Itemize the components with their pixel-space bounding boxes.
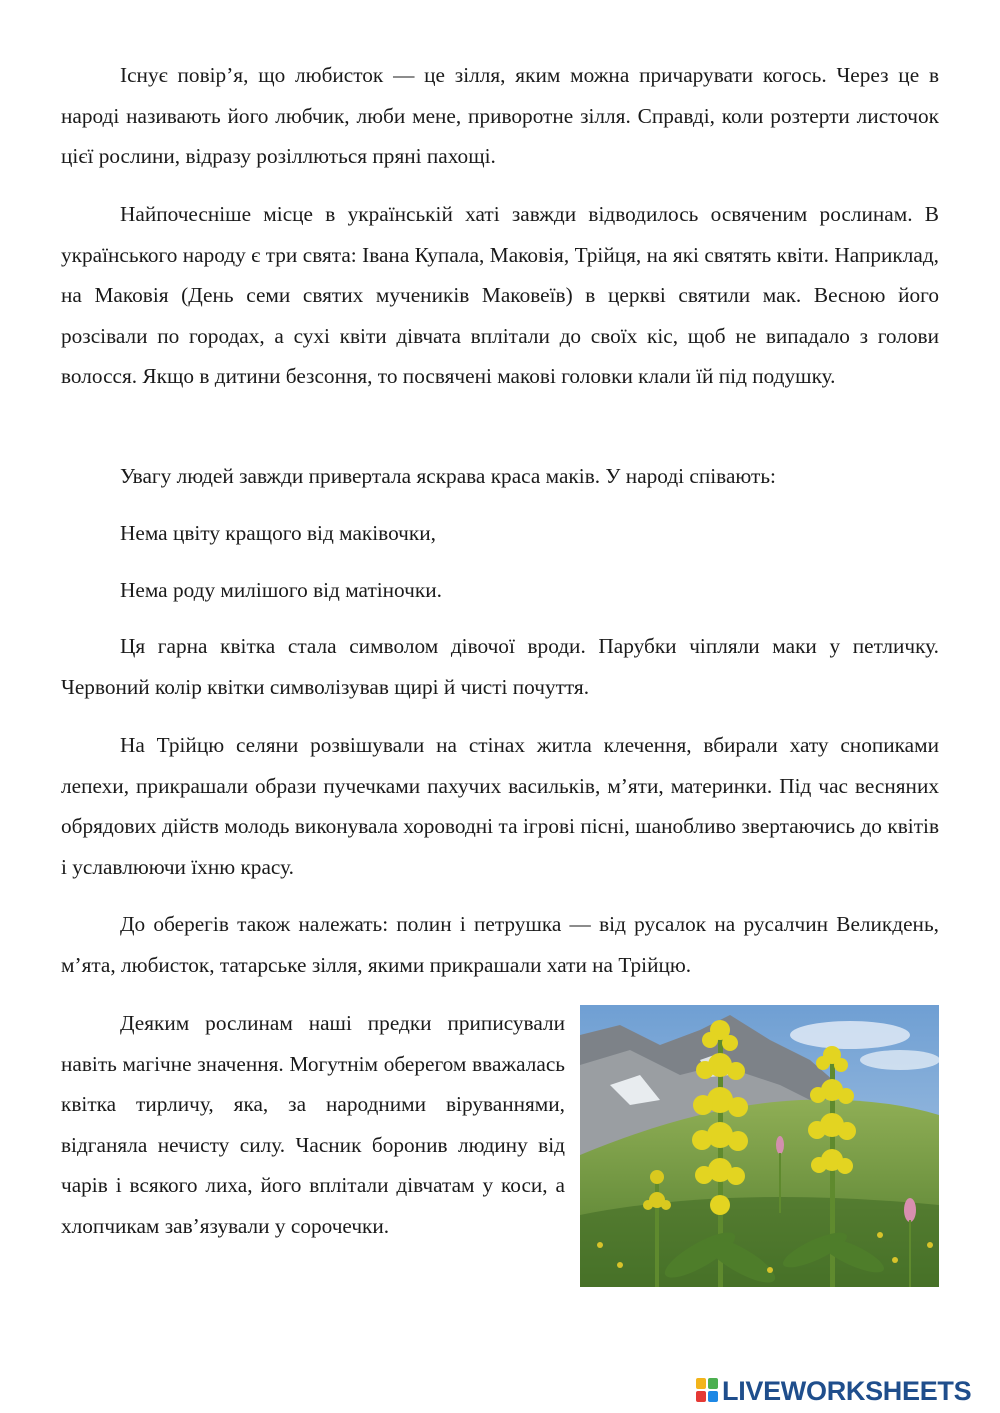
- paragraph-poppy-symbol: [61, 626, 939, 707]
- song-line-2: [61, 570, 939, 611]
- paragraph-text: На Трійцю селяни розвішували на стінах житла клечення, вбирали хату снопиками лепехи, прикрашали образи пучечками пахучих васильків, м’яти, материнки. Під час весняних обрядових дійств молодь виконувала хороводні та ігрові пісні, шанобливо звертаючись до квітів і уславлюючи їхню красу.: [61, 733, 939, 879]
- paragraph-holidays: [61, 194, 939, 397]
- paragraph-amulets: [61, 904, 939, 985]
- liveworksheets-mark-icon: [696, 1378, 720, 1404]
- paragraph-text: Ця гарна квітка стала символом дівочої вроди. Парубки чіпляли маки у петличку. Червоний колір квітки символізував щирі й чисті почуття.: [61, 634, 939, 699]
- paragraph-text: Існує повір’я, що любисток — це зілля, яким можна причарувати когось. Через це в народі називають його любчик, люби мене, приворотне зілля. Справді, коли розтерти листочок цієї рослини, відразу розіллються пряні пахощі.: [61, 63, 939, 168]
- gentian-flowers-photo: [580, 1005, 939, 1287]
- song-line-1: [61, 513, 939, 554]
- paragraph-trinity: [61, 725, 939, 887]
- paragraph-lovage: [61, 55, 939, 177]
- paragraph-text: Нема роду милішого від матіночки.: [120, 578, 442, 602]
- paragraph-text: Увагу людей завжди привертала яскрава краса маків. У народі співають:: [120, 464, 776, 488]
- liveworksheets-logo: [696, 1375, 971, 1407]
- paragraph-text: Деяким рослинам наші предки приписували навіть магічне значення. Могутнім оберегом вважалась квітка тирличу, яка, за народними віруваннями, відганяла нечисту силу. Часник боронив людину від чарів і всякого лиха, його вплітали дівчатам у коси, а хлопчикам зав’язували у сорочечки.: [61, 1011, 565, 1238]
- liveworksheets-brand: LIVEWORKSHEETS: [722, 1375, 972, 1406]
- paragraph-poppy-beauty: [61, 456, 939, 497]
- paragraph-text: До оберегів також належать: полин і петрушка — від русалок на русалчин Великдень, м’ята, любисток, татарське зілля, якими прикрашали хати на Трійцю.: [61, 912, 939, 977]
- paragraph-text: Найпочесніше місце в українській хаті завжди відводилось освяченим рослинам. В українського народу є три свята: Івана Купала, Маковія, Трійця, на які святять квіти. Наприклад, на Маковія (День семи святих мучеників Маковеїв) в церкві святили мак. Весною його розсівали по городах, а сухі квіти дівчата вплітали до своїх кіс, щоб не випадало з голови волосся. Якщо в дитини безсоння, то посвячені макові головки клали їй під подушку.: [61, 202, 939, 388]
- paragraph-magic-plants: [61, 1003, 565, 1246]
- paragraph-text: Нема цвіту кращого від маківочки,: [120, 521, 436, 545]
